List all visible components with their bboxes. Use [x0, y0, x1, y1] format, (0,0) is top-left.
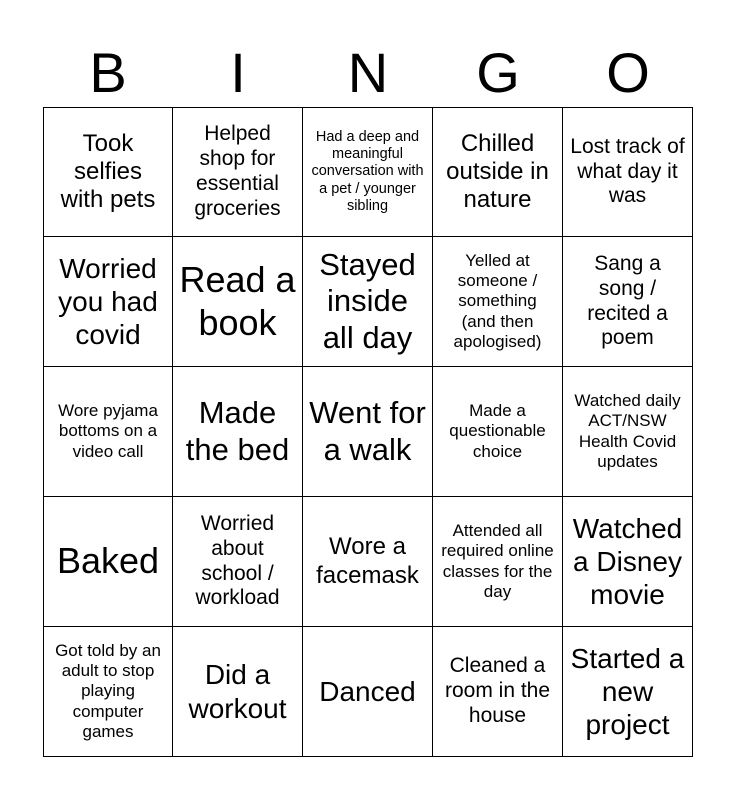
- bingo-cell[interactable]: [173, 497, 303, 627]
- bingo-cell[interactable]: [433, 627, 563, 757]
- cell-text: Took selfies with pets: [60, 129, 156, 214]
- bingo-cell[interactable]: [43, 497, 173, 627]
- cell-text: Danced: [319, 675, 416, 707]
- cell-text: Got told by an adult to stop playing computer games: [55, 641, 161, 741]
- bingo-cell[interactable]: [563, 627, 693, 757]
- bingo-cell[interactable]: [303, 497, 433, 627]
- cell-text: Went for a walk: [309, 394, 426, 467]
- bingo-header: [43, 40, 693, 106]
- header-letter-n: N: [347, 41, 389, 104]
- cell-text: Made the bed: [185, 394, 290, 467]
- header-letter-o: O: [606, 41, 650, 104]
- bingo-cell[interactable]: [563, 367, 693, 497]
- cell-text: Watched daily ACT/NSW Health Covid updates: [574, 391, 681, 471]
- cell-text: Made a questionable choice: [449, 401, 546, 461]
- bingo-cell[interactable]: [563, 497, 693, 627]
- bingo-cell[interactable]: [43, 107, 173, 237]
- bingo-cell[interactable]: [43, 237, 173, 367]
- cell-text: Baked: [56, 540, 160, 582]
- cell-text: Helped shop for essential groceries: [194, 122, 281, 220]
- cell-text: Sang a song / recited a poem: [587, 251, 668, 350]
- cell-text: Stayed inside all day: [319, 246, 416, 355]
- cell-text: Read a book: [179, 259, 296, 343]
- bingo-grid: [43, 107, 693, 757]
- bingo-cell[interactable]: [563, 107, 693, 237]
- cell-text: Cleaned a room in the house: [444, 654, 551, 727]
- cell-text: Yelled at someone / something (and then apologised): [453, 251, 542, 351]
- bingo-cell[interactable]: [303, 107, 433, 237]
- bingo-cell[interactable]: [433, 107, 563, 237]
- bingo-cell[interactable]: [173, 627, 303, 757]
- cell-text: Chilled outside in nature: [446, 129, 549, 214]
- header-letter-i: I: [230, 41, 246, 104]
- header-letter-g: G: [476, 41, 520, 104]
- cell-text: Worried about school / workload: [195, 511, 280, 610]
- bingo-cell[interactable]: [303, 627, 433, 757]
- cell-text: Watched a Disney movie: [572, 512, 683, 611]
- bingo-cell[interactable]: [303, 237, 433, 367]
- cell-text: Lost track of what day it was: [570, 134, 685, 208]
- bingo-cell[interactable]: [173, 237, 303, 367]
- cell-text: Attended all required online classes for the day: [441, 521, 554, 601]
- cell-text: Worried you had covid: [58, 252, 158, 351]
- bingo-cell[interactable]: [303, 367, 433, 497]
- header-letter-b: B: [89, 41, 127, 104]
- bingo-cell[interactable]: [43, 627, 173, 757]
- bingo-cell[interactable]: [433, 367, 563, 497]
- cell-text: Started a new project: [570, 642, 685, 741]
- cell-text: Had a deep and meaningful conversation with a pet / younger sibling: [311, 129, 424, 214]
- cell-text: Wore pyjama bottoms on a video call: [58, 401, 158, 461]
- bingo-cell[interactable]: [433, 237, 563, 367]
- bingo-cell[interactable]: [433, 497, 563, 627]
- bingo-cell[interactable]: [173, 367, 303, 497]
- bingo-cell[interactable]: [563, 237, 693, 367]
- cell-text: Did a workout: [188, 659, 287, 724]
- bingo-cell[interactable]: [43, 367, 173, 497]
- bingo-cell[interactable]: [173, 107, 303, 237]
- cell-text: Wore a facemask: [316, 533, 419, 589]
